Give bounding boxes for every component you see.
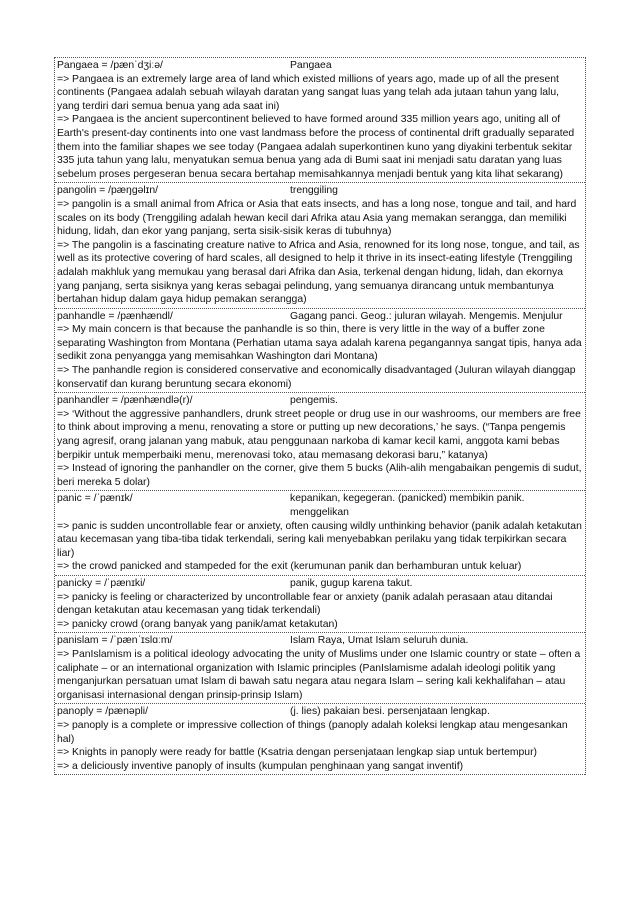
example-sentence: => Pangaea is an extremely large area of land which existed millions of years ago, made up of all the present continents (Pangaea adalah sebuah wilayah daratan yang sangat luas yang telah ada jutaan tahun yang lalu, yang terdiri dari semua benua yang ada saat ini) [57,73,560,112]
example-sentence: => PanIslamism is a political ideology advocating the unity of Muslims under one Islamic country or state – often a caliphate – or an international organization with Islamic principles (PanIslamisme adalah ideologi politik yang menganjurkan persatuan umat Islam di bawah satu negara atau negara Islam – sering kali kekhalifahan – atau organisasi internasional dengan prinsip-prinsip Islam) [57,648,581,701]
example-sentence: => panoply is a complete or impressive collection of things (panoply adalah koleksi lengkap atau mengesankan hal) [57,719,568,745]
entry-word: pangolin = /pæŋɡəlɪn/ [57,185,159,197]
vocab-entry [55,183,585,308]
entry-header [57,634,583,648]
example-sentence: => Pangaea is the ancient supercontinent believed to have formed around 335 million years ago, uniting all of Earth's present-day continents into one vast landmass before the process of continental drift gradually separated them into the familiar shapes we see today (Pangaea adalah superkontinen kuno yang diyakini terbentuk sekitar 335 juta tahun yang lalu, menyatukan semua benua yang ada di Bumi saat ini menjadi satu daratan yang luas sebelum proses pergeseran benua secara bertahap memisahkannya menjadi bentuk yang kita lihat sekarang) [57,114,575,180]
vocab-entry [55,633,585,704]
vocab-entry [55,309,585,394]
entry-word: panhandler = /pænhændlə(r)/ [57,395,193,407]
entry-word: panic = /ˈpænɪk/ [57,493,133,505]
example-sentence: => My main concern is that because the panhandle is so thin, there is very little in the way of a buffer zone separating Washington from Montana (Perhatian utama saya adalah karena pegangannya sangat tipis, hanya ada sedikit zona penyangga yang memisahkan Washington dari Montana) [57,324,582,363]
entry-meaning: trenggiling [290,185,338,197]
entry-meaning: Islam Raya, Umat Islam seluruh dunia. [290,635,469,647]
entry-meaning: Pangaea [290,60,332,71]
entry-header [57,577,583,591]
example-sentence: => The panhandle region is considered conservative and economically disadvantaged (Juluran wilayah dianggap konservatif dan kurang beruntung secara ekonomi) [57,365,576,390]
entry-word: panislam = /ˈpænˈɪslɑːm/ [57,635,173,647]
example-sentence: => a deliciously inventive panoply of insults (kumpulan penghinaan yang sangat inventif) [57,760,464,772]
example-sentence: => the crowd panicked and stampeded for the exit (kerumunan panik dan berhamburan untuk keluar) [57,561,522,573]
vocab-entry [55,58,585,183]
entry-meaning: pengemis. [290,395,338,407]
vocab-entry [55,393,585,491]
vocab-entry [55,704,585,775]
entry-word: Pangaea = /pænˈdʒiːə/ [57,60,163,71]
example-sentence: => panic is sudden uncontrollable fear or anxiety, often causing wildly unthinking behavior (panik adalah ketakutan atau kecemasan yang tiba-tiba tidak terkendali, sering kali menyebabkan perilaku yang tidak terpikirkan secara liar) [57,520,582,559]
entry-meaning: kepanikan, kegegeran. (panicked) membikin panik. menggelikan [290,493,525,518]
example-sentence: => panicky crowd (orang banyak yang panik/amat ketakutan) [57,618,338,630]
entry-meaning: panik, gugup karena takut. [290,577,413,589]
entry-meaning: Gagang panci. Geog.: juluran wilayah. Mengemis. Menjulur [290,310,563,322]
vocab-entry [55,576,585,633]
vocabulary-table [54,57,586,775]
entry-word: panhandle = /pænhændl/ [57,310,173,322]
example-sentence: => Instead of ignoring the panhandler on the corner, give them 5 bucks (Alih-alih mengabaikan pengemis di sudut, beri mereka 5 dolar) [57,463,582,488]
entry-header [57,59,583,73]
example-sentence: => The pangolin is a fascinating creature native to Africa and Asia, renowned for its long nose, tongue, and tail, as well as its protective covering of hard scales, all designed to help it thrive in its insect-eating lifestyle (Trenggiling adalah makhluk yang memukau yang berasal dari Afrika dan Asia, terkenal dengan hidung, lidah, dan ekornya yang panjang, serta sisiknya yang keras sebagai pelindung, yang semuanya dirancang untuk membantunya bertahan hidup dalam gaya hidup pemakan serangga) [57,239,580,306]
example-sentence: => ‘Without the aggressive panhandlers, drunk street people or drug use in our washrooms, our members are free to think about improving a menu, renovating a store or putting up new decorations,’ he says. (“Tanpa pengemis yang agresif, orang jalanan yang mabuk, atau penggunaan narkoba di kamar kecil kami, anggota kami bebas berpikir untuk memperbaiki menu, merenovasi toko, atau memasang dekorasi baru,” katanya) [57,408,581,461]
example-sentence: => Knights in panoply were ready for battle (Ksatria dengan persenjataan lengkap siap untuk bertempur) [57,747,537,759]
vocab-entry [55,491,585,576]
entry-word: panicky = /ˈpænɪki/ [57,577,146,589]
entry-header [57,184,583,198]
entry-meaning: (j. lies) pakaian besi. persenjataan lengkap. [290,706,490,718]
entry-header [57,492,583,519]
entry-header [57,310,583,324]
example-sentence: => panicky is feeling or characterized by uncontrollable fear or anxiety (panik adalah perasaan atau ditandai dengan ketakutan atau kecemasan yang tidak terkendali) [57,591,553,617]
entry-header [57,394,583,408]
entry-header [57,705,583,719]
entry-word: panoply = /pænəpli/ [57,706,148,718]
example-sentence: => pangolin is a small animal from Africa or Asia that eats insects, and has a long nose, tongue and tail, and hard scales on its body (Trenggiling adalah hewan kecil dari Afrika atau Asia yang memakan serangga, dan memiliki hidung, lidah, dan ekor yang panjang, serta sisik-sisik keras di tubuhnya) [57,198,577,238]
